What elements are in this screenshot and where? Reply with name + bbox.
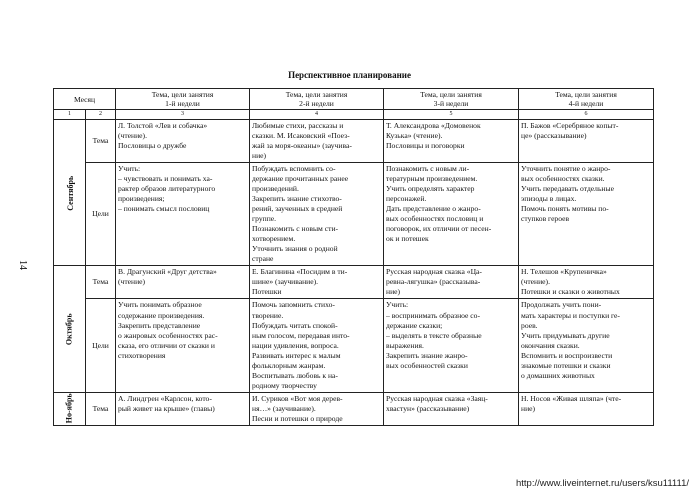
header-week-1 <box>116 89 250 110</box>
page-number: 14 <box>17 260 28 270</box>
cell-line: роев. <box>521 320 538 330</box>
cell-line: ние) <box>521 403 536 413</box>
cell-line: Т. Александрова «Домовенок <box>386 121 481 131</box>
header-row <box>54 89 654 110</box>
cell-line: окончания сказки. <box>521 340 580 350</box>
cell-line: ступков героев <box>521 214 570 224</box>
cell-line: Песни и потешки о природе <box>252 413 343 423</box>
theme-cell <box>384 266 519 299</box>
cell-line: произведения; <box>118 194 165 204</box>
goals-cell <box>116 163 250 266</box>
source-url-watermark: http://www.liveinternet.ru/users/ksu11111/ <box>515 478 689 489</box>
theme-cell <box>250 120 384 163</box>
cell-line: эпизоды в лицах. <box>521 194 577 204</box>
cell-line: выражения. <box>386 340 424 350</box>
cell-line: рый живет на крыше» (главы) <box>118 403 215 413</box>
planning-table <box>53 88 654 426</box>
cell-line: ние) <box>386 287 401 297</box>
cell-line: Закрепить знание стихотво- <box>252 194 342 204</box>
header-week-3 <box>384 89 519 110</box>
header-week-1-line-1: Тема, цели занятия <box>151 90 214 99</box>
theme-cell <box>116 266 250 299</box>
cell-line: шине» (заучивание). <box>252 277 319 287</box>
cell-line: Учить: <box>118 164 141 174</box>
cell-line: Продолжать учить пони- <box>521 300 602 310</box>
month-november <box>54 392 86 425</box>
cell-line: Вспомнить и воспроизвести <box>521 350 613 360</box>
cell-line: ние) <box>252 151 267 161</box>
theme-cell <box>384 120 519 163</box>
cell-line: Побуждать читать спокой- <box>252 320 338 330</box>
cell-line: Учить определять характер <box>386 184 475 194</box>
cell-line: группе. <box>252 214 277 224</box>
cell-line: – чувствовать и понимать ха- <box>118 174 213 184</box>
cell-line: о домашних животных <box>521 370 595 380</box>
cell-line: вых особенностях сказки. <box>521 174 605 184</box>
cell-line: рактер образов литературного <box>118 184 216 194</box>
header-week-4 <box>519 89 654 110</box>
cell-line: – выделять в тексте образные <box>386 330 482 340</box>
row-type-goals: Цели <box>86 299 116 392</box>
cell-line: Л. Толстой «Лев и собачка» <box>118 121 208 131</box>
month-september <box>54 120 86 266</box>
cell-line: хотворением. <box>252 234 296 244</box>
row-type-theme: Тема <box>86 266 116 299</box>
cell-line: В. Драгунский «Друг детства» <box>118 267 217 277</box>
header-week-2 <box>250 89 384 110</box>
cell-line: знакомые потешки и сказки <box>521 360 611 370</box>
row-type-goals: Цели <box>86 163 116 266</box>
cell-line: жай за моря-океаны» (заучива- <box>252 141 352 151</box>
header-week-3-line-1: Тема, цели занятия <box>420 90 482 99</box>
goals-cell <box>250 299 384 392</box>
theme-cell <box>116 392 250 425</box>
theme-cell <box>519 392 654 425</box>
column-number: 2 <box>86 110 116 120</box>
column-number: 4 <box>250 110 384 120</box>
cell-line: стихотворения <box>118 350 166 360</box>
month-label: Октябрь <box>64 313 74 345</box>
cell-line: А. Линдгрен «Карлсон, кото- <box>118 393 212 403</box>
cell-line: П. Бажов «Серебряное копыт- <box>521 121 619 131</box>
cell-line: (чтение). <box>521 277 550 287</box>
header-week-2-line-2: 2-й недели <box>299 99 334 109</box>
column-number: 1 <box>54 110 86 120</box>
column-number: 5 <box>384 110 519 120</box>
cell-line: Русская народная сказка «Ца- <box>386 267 482 277</box>
cell-line: – воспринимать образное со- <box>386 310 481 320</box>
cell-line: содержание произведения. <box>118 310 205 320</box>
cell-line: Потешки и сказки о животных <box>521 287 620 297</box>
cell-line: Уточнить понятие о жанро- <box>521 164 611 174</box>
theme-cell <box>250 392 384 425</box>
cell-line: И. Суриков «Вот моя дерев- <box>252 393 343 403</box>
goals-cell <box>384 299 519 392</box>
cell-line: Пословицы о дружбе <box>118 141 187 151</box>
goals-cell <box>116 299 250 392</box>
cell-line: Закрепить знание жанро- <box>386 350 468 360</box>
cell-line: Познакомить с новым ли- <box>386 164 470 174</box>
cell-line: це» (рассказывание) <box>521 131 587 141</box>
cell-line: Помочь запомнить стихо- <box>252 300 335 310</box>
theme-cell <box>519 120 654 163</box>
cell-line: (чтение). <box>118 131 147 141</box>
theme-cell <box>250 266 384 299</box>
cell-line: тературным произведением. <box>386 174 478 184</box>
cell-line: Русская народная сказка «Заяц- <box>386 393 488 403</box>
cell-line: – понимать смысл пословиц <box>118 204 210 214</box>
cell-line: Н. Носов «Живая шляпа» (чте- <box>521 393 622 403</box>
cell-line: Развивать интерес к малым <box>252 350 341 360</box>
cell-line: о жанровых особенностях рас- <box>118 330 218 340</box>
cell-line: Учить: <box>386 300 409 310</box>
cell-line: стране <box>252 254 274 264</box>
header-week-1-line-2: 1-й недели <box>165 99 200 109</box>
october-goals-row <box>54 299 654 392</box>
cell-line: Учить передавать отдельные <box>521 184 614 194</box>
theme-cell <box>519 266 654 299</box>
cell-line: мать характеры и поступки ге- <box>521 310 620 320</box>
cell-line: творение. <box>252 310 284 320</box>
month-october <box>54 266 86 392</box>
cell-line: Помочь понять мотивы по- <box>521 204 609 214</box>
cell-line: Учить понимать образное <box>118 300 202 310</box>
header-week-4-line-1: Тема, цели занятия <box>555 90 617 99</box>
november-theme-row <box>54 392 654 425</box>
cell-line: Кузька» (чтение). <box>386 131 443 141</box>
theme-cell <box>384 392 519 425</box>
column-number: 6 <box>519 110 654 120</box>
cell-line: ным голосом, передавая инто- <box>252 330 350 340</box>
cell-line: Закрепить представление <box>118 320 201 330</box>
cell-line: Е. Благинина «Посидим в ти- <box>252 267 348 277</box>
goals-cell <box>519 163 654 266</box>
header-week-3-line-2: 3-й недели <box>433 99 469 109</box>
page-title: Перспективное планирование <box>288 70 411 80</box>
cell-line: ок и потешек <box>386 234 429 244</box>
cell-line: вых особенностей сказки <box>386 360 468 370</box>
cell-line: Уточнить знания о родной <box>252 244 338 254</box>
september-theme-row <box>54 120 654 163</box>
column-number-row <box>54 110 654 120</box>
month-label: Сентябрь <box>66 175 76 211</box>
cell-line: произведений. <box>252 184 299 194</box>
cell-line: Пословицы и поговорки <box>386 141 465 151</box>
cell-line: Побуждать вспомнить со- <box>252 164 336 174</box>
cell-line: сказки. М. Исаковский «Поез- <box>252 131 350 141</box>
goals-cell <box>384 163 519 266</box>
header-week-4-line-2: 4-й недели <box>568 99 604 109</box>
cell-line: держание прочитанных ранее <box>252 174 349 184</box>
cell-line: ревна-лягушка» (рассказыва- <box>386 277 481 287</box>
cell-line: Познакомить с новым сти- <box>252 224 339 234</box>
cell-line: персонажей. <box>386 194 427 204</box>
goals-cell <box>250 163 384 266</box>
cell-line: вых особенностях пословиц и <box>386 214 484 224</box>
month-label: Но-ябрь <box>64 393 74 424</box>
cell-line: (чтение) <box>118 277 146 287</box>
cell-line: нации удивления, вопроса. <box>252 340 339 350</box>
september-goals-row <box>54 163 654 266</box>
cell-line: Воспитывать любовь к на- <box>252 370 338 380</box>
header-month: Месяц <box>54 89 116 110</box>
cell-line: рений, заученных в средней <box>252 204 343 214</box>
cell-line: фольклорным жанрам. <box>252 360 326 370</box>
october-theme-row <box>54 266 654 299</box>
cell-line: Потешки <box>252 287 282 297</box>
cell-line: Учить придумывать другие <box>521 330 610 340</box>
cell-line: Н. Телешов «Крупеничка» <box>521 267 607 277</box>
header-week-2-line-1: Тема, цели занятия <box>285 90 348 99</box>
cell-line: Дать представление о жанро- <box>386 204 481 214</box>
cell-line: Любимые стихи, рассказы и <box>252 121 344 131</box>
theme-cell <box>116 120 250 163</box>
cell-line: ня…» (заучивание). <box>252 403 316 413</box>
goals-cell <box>519 299 654 392</box>
cell-line: хвастун» (рассказывание) <box>386 403 470 413</box>
column-number: 3 <box>116 110 250 120</box>
cell-line: поговорок, их отличии от песен- <box>386 224 492 234</box>
cell-line: родному творчеству <box>252 380 317 390</box>
row-type-theme: Тема <box>86 120 116 163</box>
cell-line: сказа, его отличии от сказки и <box>118 340 215 350</box>
row-type-theme: Тема <box>86 392 116 425</box>
cell-line: держание сказки; <box>386 320 443 330</box>
